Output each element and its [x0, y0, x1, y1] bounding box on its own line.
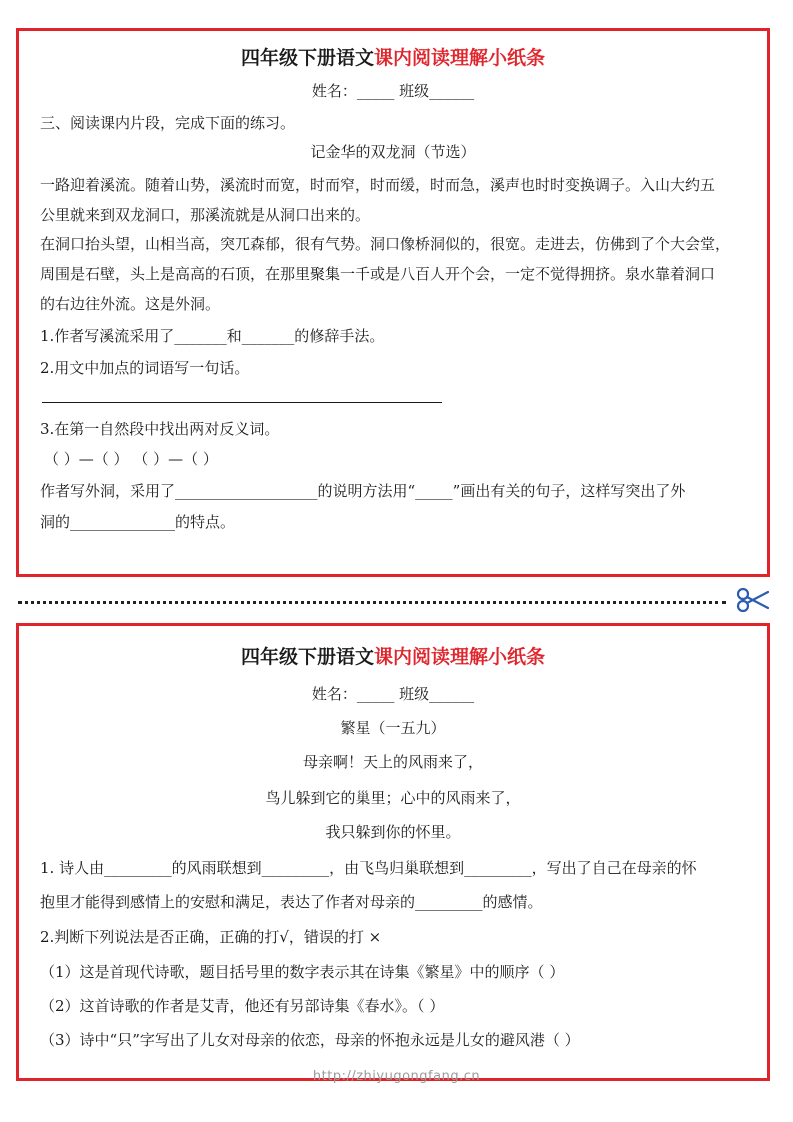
cut-line	[18, 601, 726, 604]
question-1-line-1: 1. 诗人由_________的风雨联想到_________，由飞鸟归巢联想到_________，写出了自己在母亲的怀	[40, 859, 697, 877]
name-class-line: 姓名：_____ 班级______	[311, 82, 475, 100]
exercise-card-1	[16, 28, 770, 577]
question-2: 2.用文中加点的词语写一句话。	[40, 359, 250, 377]
passage-paragraph-2-line-1: 在洞口抬头望，山相当高，突兀森郁，很有气势。洞口像桥洞似的，很宽。走进去，仿佛到了个大会堂，	[40, 235, 731, 253]
question-1: 1.作者写溪流采用了_______和_______的修辞手法。	[40, 327, 385, 345]
scissors-icon	[736, 586, 770, 614]
judgement-item-2: （2）这首诗歌的作者是艾青，他还有另部诗集《春水》。（ ）	[40, 997, 445, 1015]
passage-paragraph-2-line-2: 周围是石壁，头上是高高的石顶，在那里聚集一千或是八百人开个会，一定不觉得拥挤。泉水靠着洞口	[40, 265, 716, 283]
poem-line-2: 鸟儿躲到它的巢里；心中的风雨来了，	[265, 789, 521, 807]
judgement-item-3: （3）诗中“只”字写出了儿女对母亲的依恋，母亲的怀抱永远是儿女的避风港（ ）	[40, 1031, 580, 1049]
question-4-line-1: 作者写外洞，采用了___________________的说明方法用“_____”画出有关的句子，这样写突出了外	[40, 482, 686, 500]
passage-paragraph-1-line-2: 公里就来到双龙洞口，那溪流就是从洞口出来的。	[40, 206, 371, 224]
question-4-line-2: 洞的______________的特点。	[40, 513, 236, 531]
card-title: 四年级下册语文课内阅读理解小纸条	[240, 47, 546, 69]
poem-title: 繁星（一五九）	[340, 719, 446, 737]
poem-line-3: 我只躲到你的怀里。	[325, 823, 461, 841]
card-title: 四年级下册语文课内阅读理解小纸条	[240, 646, 546, 668]
poem-line-1: 母亲啊！天上的风雨来了，	[302, 753, 483, 771]
question-2: 2.判断下列说法是否正确，正确的打√，错误的打 ×	[40, 928, 382, 946]
watermark-url: http://zhiyugongfang.cn	[312, 1069, 481, 1084]
exercise-card-2	[16, 623, 770, 1081]
judgement-item-1: （1）这是首现代诗歌，题目括号里的数字表示其在诗集《繁星》中的顺序（ ）	[40, 963, 565, 981]
name-class-line: 姓名：_____ 班级______	[311, 685, 475, 703]
section-heading: 三、阅读课内片段，完成下面的练习。	[40, 114, 296, 132]
passage-paragraph-1-line-1: 一路迎着溪流。随着山势，溪流时而宽，时而窄，时而缓，时而急，溪声也时时变换调子。入山大约五	[40, 176, 716, 194]
answer-blank-line[interactable]	[42, 402, 442, 403]
question-3: 3.在第一自然段中找出两对反义词。	[40, 420, 280, 438]
question-1-line-2: 抱里才能得到感情上的安慰和满足，表达了作者对母亲的_________的感情。	[40, 893, 543, 911]
passage-title: 记金华的双龙洞（节选）	[310, 143, 476, 161]
antonym-blanks: （ ）—（ ） （ ）—（ ）	[44, 450, 218, 468]
passage-paragraph-2-line-3: 的右边往外流。这是外洞。	[40, 295, 221, 313]
